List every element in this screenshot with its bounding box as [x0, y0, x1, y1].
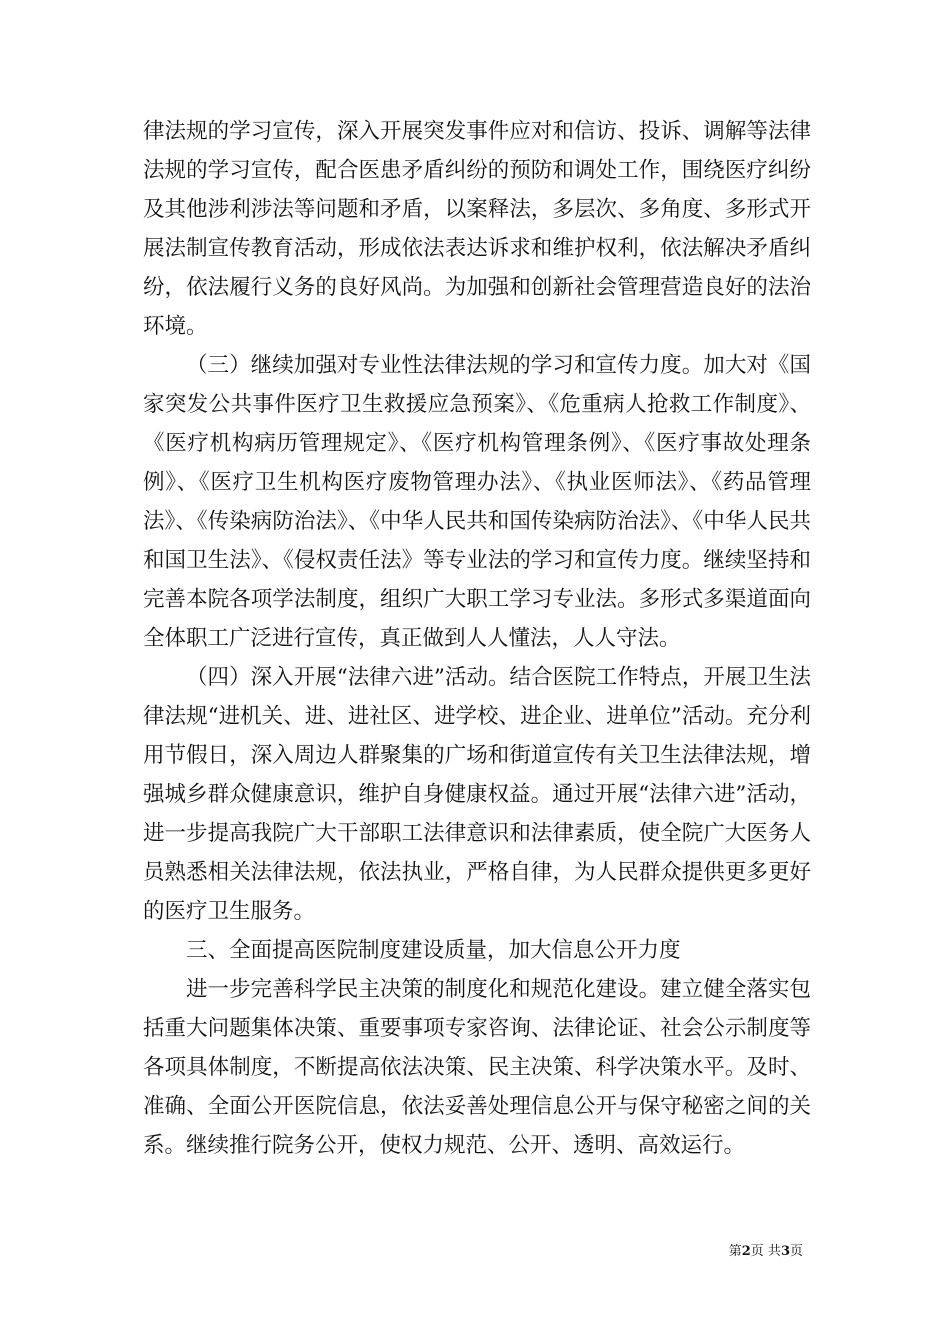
paragraph-section-3: （三）继续加强对专业性法律法规的学习和宣传力度。加大对《国家突发公共事件医疗卫生救援应急预案》、《危重病人抢救工作制度》、《医疗机构病历管理规定》、《医疗机构管理条例》、《医疗事故处理条例》、《医疗卫生机构医疗废物管理办法》、《执业医师法》、《药品管理法》、《传染病防治法》、《中华人民共和国传染病防治法》、《中华人民共和国卫生法》、《侵权责任法》等专业法的学习和宣传力度。继续坚持和完善本院各项学法制度，组织广大职工学习专业法。多形式多渠道面向全体职工广泛进行宣传，真正做到人人懂法，人人守法。 [143, 353, 811, 651]
footer-suffix: 页 [789, 1244, 803, 1259]
body-text [143, 112, 811, 1165]
section-heading-3: 三、全面提高医院制度建设质量，加大信息公开力度 [186, 938, 681, 963]
page-footer [729, 1243, 803, 1261]
paragraph-continuation: 律法规的学习宣传，深入开展突发事件应对和信访、投诉、调解等法律法规的学习宣传，配合医患矛盾纠纷的预防和调处工作，围绕医疗纠纷及其他涉利涉法等问题和矛盾，以案释法，多层次、多角度、多形式开展法制宣传教育活动，形成依法表达诉求和维护权利，依法解决矛盾纠纷，依法履行义务的良好风尚。为加强和创新社会管理营造良好的法治环境。 [143, 119, 811, 339]
footer-prefix: 第 [728, 1244, 742, 1259]
paragraph-institution-building: 进一步完善科学民主决策的制度化和规范化建设。建立健全落实包括重大问题集体决策、重要事项专家咨询、法律论证、社会公示制度等各项具体制度，不断提高依法决策、民主决策、科学决策水平。及时、准确、全面公开医院信息，依法妥善处理信息公开与保守秘密之间的关系。继续推行院务公开，使权力规范、公开、透明、高效运行。 [143, 977, 811, 1158]
paragraph-section-4: （四）深入开展“法律六进”活动。结合医院工作特点，开展卫生法律法规“进机关、进、进社区、进学校、进企业、进单位”活动。充分利用节假日，深入周边人群聚集的广场和街道宣传有关卫生法律法规，增强城乡群众健康意识，维护自身健康权益。通过开展“法律六进”活动，进一步提高我院广大干部职工法律意识和法律素质，使全院广大医务人员熟悉相关法律法规，依法执业，严格自律，为人民群众提供更多更好的医疗卫生服务。 [143, 665, 811, 924]
footer-page-number: 2 [741, 1244, 751, 1259]
footer-middle: 页 共 [750, 1244, 781, 1259]
footer-page-total: 3 [780, 1244, 790, 1259]
